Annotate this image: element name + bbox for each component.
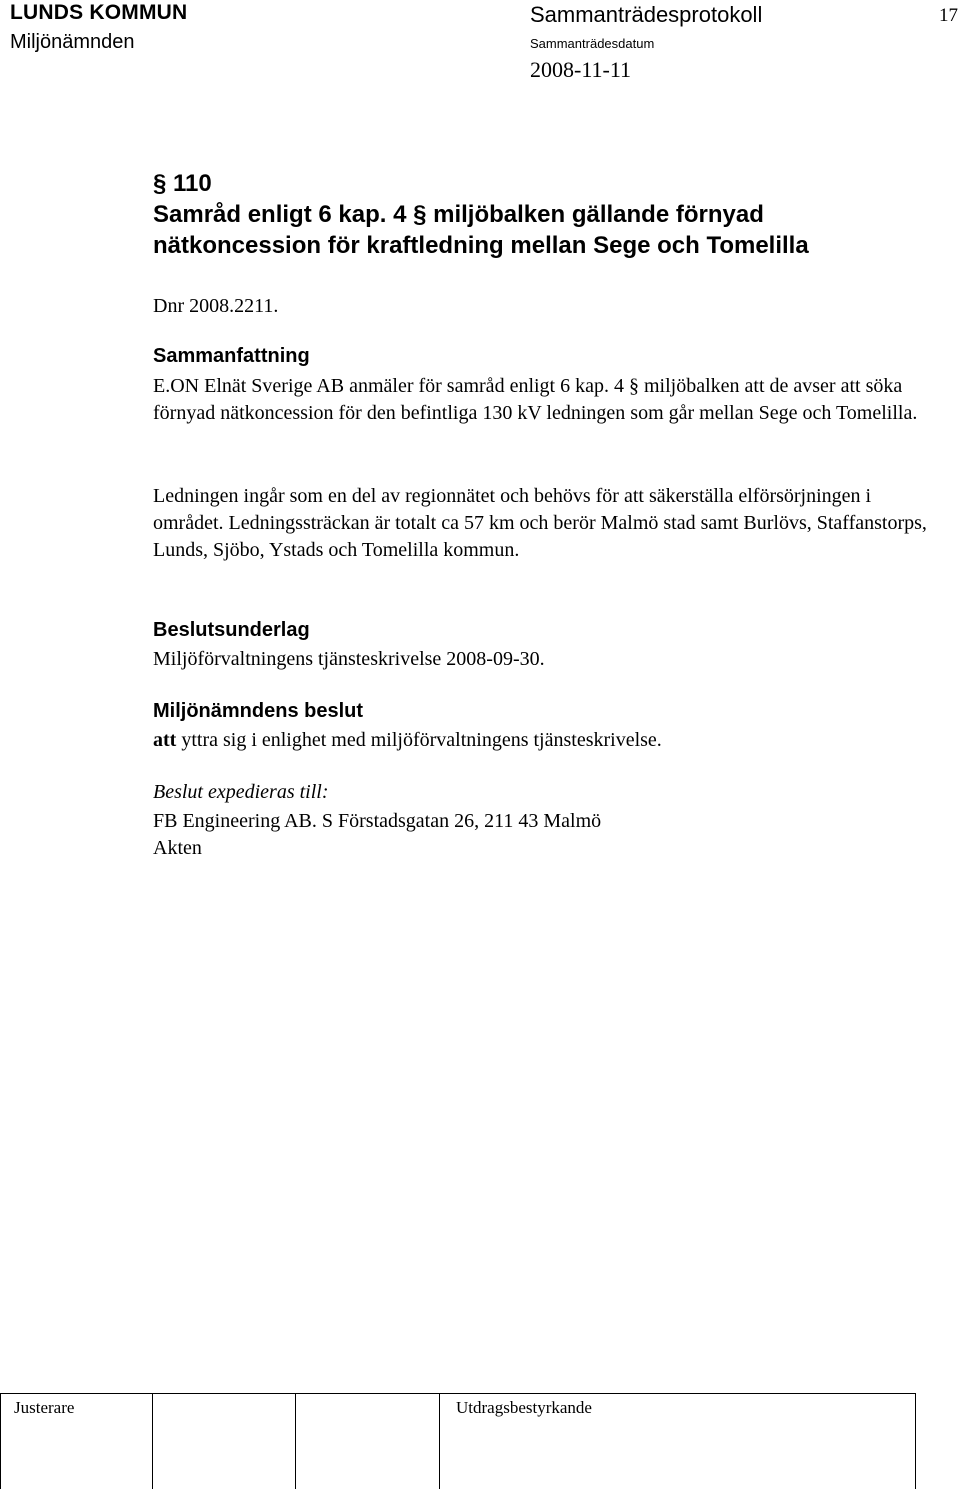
document-type: Sammanträdesprotokoll <box>530 2 763 27</box>
signature-table <box>0 1393 916 1489</box>
department-name: Miljönämnden <box>10 31 135 53</box>
decision-body: yttra sig i enlighet med miljöförvaltningens tjänsteskrivelse. <box>176 729 662 751</box>
dispatch-heading: Beslut expedieras till: <box>153 781 329 803</box>
basis-text: Miljöförvaltningens tjänsteskrivelse 2008-09-30. <box>153 648 545 670</box>
signature-cell-1 <box>152 1393 295 1489</box>
decision-heading: Miljönämndens beslut <box>153 700 364 722</box>
signature-cell-2 <box>295 1393 439 1489</box>
decision-text <box>153 727 662 754</box>
basis-heading: Beslutsunderlag <box>153 619 310 641</box>
case-number: Dnr 2008.2211. <box>153 295 279 317</box>
page-number: 17 <box>939 5 958 26</box>
section-number: § 110 <box>153 170 212 197</box>
section-title: Samråd enligt 6 kap. 4 § miljöbalken gällande förnyad nätkoncession för kraftledning mellan Sege och Tomelilla <box>153 201 809 259</box>
summary-paragraph-2: Ledningen ingår som en del av regionnätet och behövs för att säkerställa elförsörjningen i området. Ledningssträckan är totalt ca 57 km och berör Malmö stad samt Burlövs, Staffanstorps, Lunds, Sjöbo, Ystads och Tomelilla kommun. <box>153 485 927 561</box>
dispatch-recipient: FB Engineering AB. S Förstadsgatan 26, 211 43 Malmö <box>153 810 602 832</box>
meeting-date: 2008-11-11 <box>530 57 632 82</box>
utdrag-label: Utdragsbestyrkande <box>456 1398 592 1417</box>
utdrag-cell <box>439 1393 916 1489</box>
organization-name: LUNDS KOMMUN <box>10 1 188 24</box>
meeting-date-label: Sammanträdesdatum <box>530 36 655 51</box>
justerare-label: Justerare <box>14 1398 75 1417</box>
justerare-cell <box>0 1393 152 1489</box>
summary-text: E.ON Elnät Sverige AB anmäler för samråd enligt 6 kap. 4 § miljöbalken att de avser att söka förnyad nätkoncession för den befintliga 130 kV ledningen som går mellan Sege och Tomelilla. <box>153 375 918 424</box>
dispatch-archive: Akten <box>153 837 202 859</box>
summary-heading: Sammanfattning <box>153 345 310 367</box>
decision-keyword: att <box>153 729 177 751</box>
